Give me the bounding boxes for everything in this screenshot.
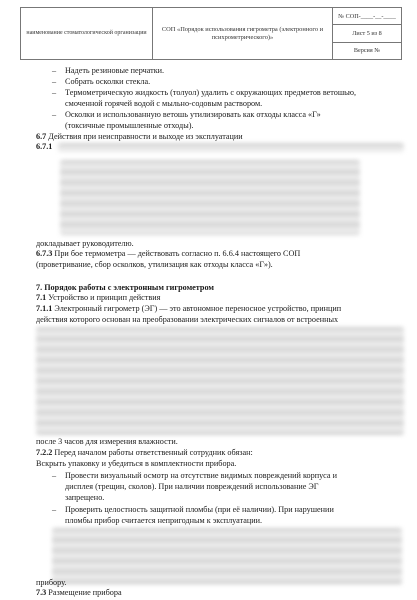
section-heading-7: 7. Порядок работы с электронным гигрометром: [36, 283, 214, 292]
section-heading-7-3: 7.3 Размещение прибора: [36, 588, 122, 597]
blurred-text-region: [60, 160, 360, 235]
clause-7-2-2: 7.2.2 Перед началом работы ответственный сотрудник обязан:: [36, 448, 253, 457]
dash-marker: –: [52, 505, 57, 514]
list-item-continuation: смоченной горячей водой с мыльно-содовым раствором.: [65, 99, 263, 108]
blurred-text-region: [36, 327, 404, 435]
section-heading-6-7: 6.7 Действия при неисправности и выходе из эксплуатации: [36, 132, 243, 141]
blurred-text-region: [58, 143, 404, 152]
version-number: Версия №: [353, 47, 381, 55]
list-item-continuation: пломбы прибор считается непригодным к эксплуатации.: [65, 516, 263, 525]
clause-6-7-3: 6.7.3 При бое термометра — действовать согласно п. 6.6.4 настоящего СОП: [36, 249, 301, 258]
list-item: Надеть резиновые перчатки.: [65, 66, 165, 75]
clause-7-1-1: 7.1.1 Электронный гигрометр (ЭГ) — это автономное переносное устройство, принцип: [36, 304, 342, 313]
blurred-text-region: [52, 528, 402, 585]
list-item: Проверить целостность защитной пломбы (при её наличии). При нарушении: [65, 505, 334, 514]
list-item: Собрать осколки стекла.: [65, 77, 151, 86]
sheet-number: Лист 5 из 8: [333, 25, 401, 42]
list-item: Провести визуальный осмотр на отсутствие видимых повреждений корпуса и: [65, 471, 337, 480]
paragraph-line: Вскрыть упаковку и убедиться в комплектности прибора.: [36, 459, 237, 468]
document-meta-cell: [333, 8, 401, 59]
paragraph-line: после 3 часов для измерения влажности.: [36, 437, 178, 446]
dash-marker: –: [52, 88, 57, 97]
list-item: Осколки и использованную ветошь утилизировать как отходы класса «Г»: [65, 110, 321, 119]
list-item-continuation: (токсичные промышленные отходы).: [65, 121, 194, 130]
list-item: Термометрическую жидкость (толуол) удалить с окружающих предметов ветошью,: [65, 88, 357, 97]
paragraph-line: (проветривание, сбор осколков, утилизация как отходы класса «Г»).: [36, 260, 273, 269]
paragraph-line: действия которого основан на преобразовании электрических сигналов от встроенных: [36, 315, 339, 324]
dash-marker: –: [52, 66, 57, 75]
list-item-continuation: дисплея (трещин, сколов). При наличии повреждений использование ЭГ: [65, 482, 319, 491]
sop-number: № СОП-____-__-____: [333, 8, 401, 25]
document-title-cell: СОП «Порядок использования гигрометра (электронного и психрометрического)»: [153, 8, 333, 59]
dash-marker: –: [52, 110, 57, 119]
dash-marker: –: [52, 77, 57, 86]
organization-name-cell: наименование стоматологической организации: [21, 8, 153, 59]
dash-marker: –: [52, 471, 57, 480]
list-item-continuation: запрещено.: [65, 493, 105, 502]
paragraph-line: прибору.: [36, 578, 67, 587]
document-header-table: [20, 7, 402, 60]
section-heading-7-1: 7.1 Устройство и принцип действия: [36, 293, 161, 302]
paragraph-line: докладывает руководителю.: [36, 239, 134, 248]
clause-number-6-7-1: 6.7.1: [36, 142, 53, 151]
